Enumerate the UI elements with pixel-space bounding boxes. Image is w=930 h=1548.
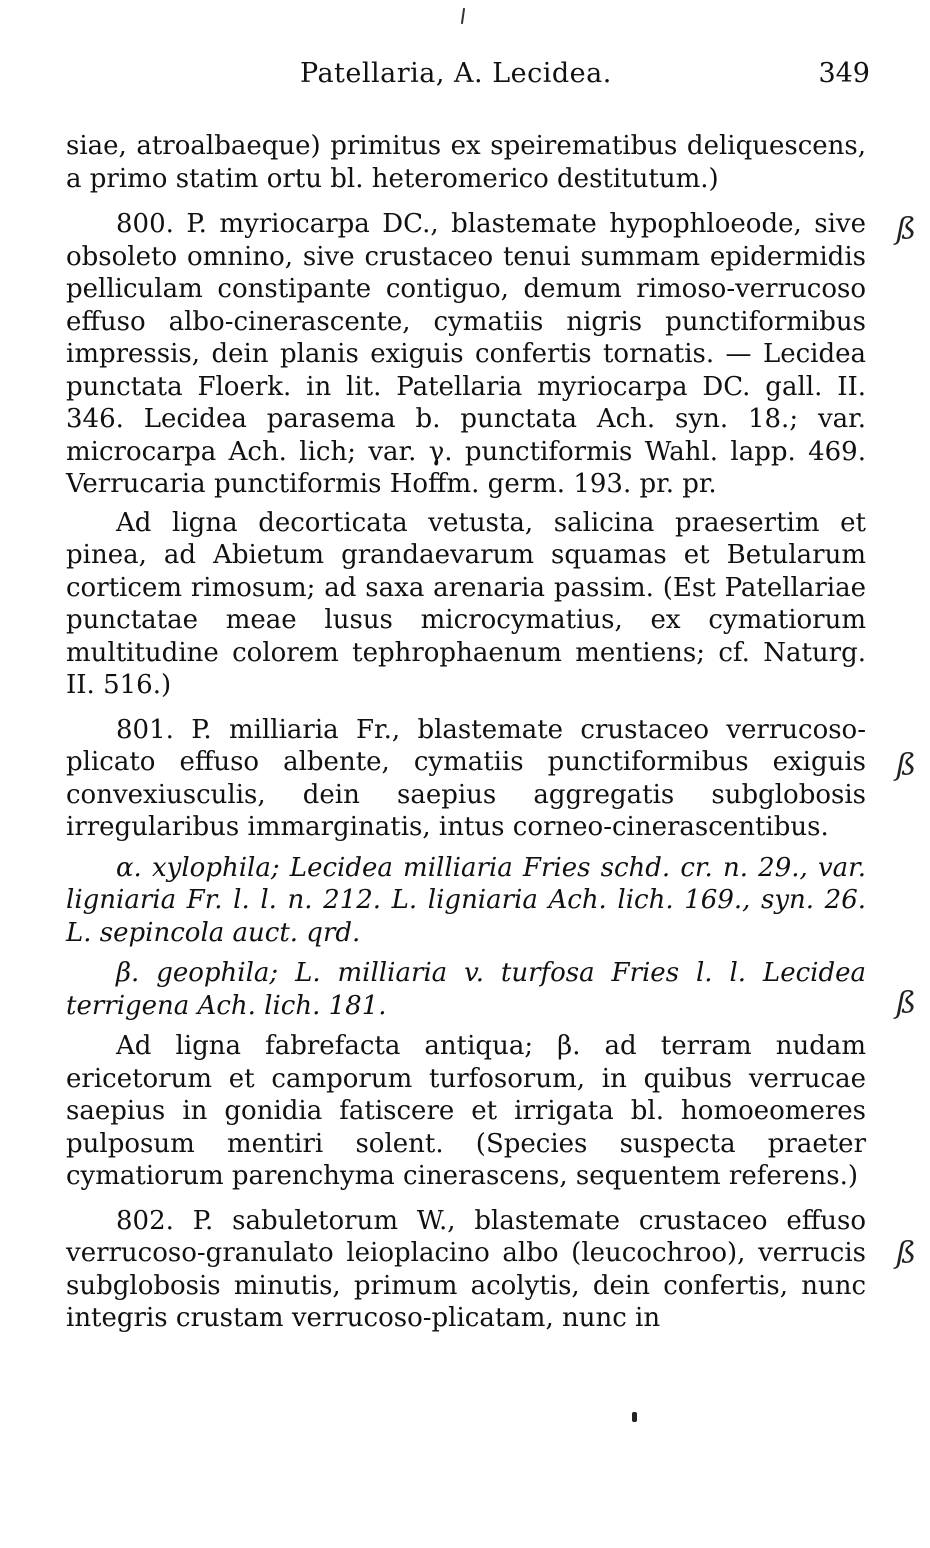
margin-note-3: ß xyxy=(896,986,917,1021)
entry-800: 800. P. myriocarpa DC., blastemate hypophloeode, sive obsoleto omnino, sive crustaceo tenui summam epidermidis pelliculam constipante contiguo, demum rimoso-verrucoso effuso albo-cinerascente, cymatiis nigris punctiformibus impressis, dein planis exiguis confertis tornatis. — Lecidea punctata Floerk. in lit. Patellaria myriocarpa DC. gall. II. 346. Lecidea parasema b. punctata Ach. syn. 18.; var. microcarpa Ach. lich; var. γ. punctiformis Wahl. lapp. 469. Verrucaria punctiformis Hoffm. germ. 193. pr. pr. xyxy=(66,209,866,499)
ink-speck xyxy=(632,1412,637,1422)
margin-note-2: ß xyxy=(896,748,917,783)
variety-alpha: α. xylophila; Lecidea milliaria Fries schd. cr. n. 29., var. ligniaria Fr. l. l. n. 212. L. ligniaria Ach. lich. 169., syn. 26. L. sepincola auct. qrd. xyxy=(66,852,866,948)
margin-note-1: ß xyxy=(896,212,917,247)
running-header xyxy=(300,58,870,98)
habitat-801: Ad ligna fabrefacta antiqua; β. ad terram nudam ericetorum et camporum turfosorum, in quibus verrucae saepius in gonidia fatiscere et irrigata bl. homoeomeres pulposum mentiri solent. (Species suspecta praeter cymatiorum parenchyma cinerascens, sequentem referens.) xyxy=(66,1031,866,1191)
entry-801: 801. P. milliaria Fr., blastemate crustaceo verrucoso-plicato effuso albente, cymatiis punctiformibus exiguis convexiusculis, dein saepius aggregatis subglobosis irregularibus immarginatis, intus corneo-cinerascentibus. xyxy=(66,714,866,842)
variety-beta: β. geophila; L. milliaria v. turfosa Fries l. l. Lecidea terrigena Ach. lich. 181. xyxy=(66,958,866,1021)
habitat-800: Ad ligna decorticata vetusta, salicina praesertim et pinea, ad Abietum grandaevarum squamas et Betularum corticem rimosum; ad saxa arenaria passim. (Est Patellariae punctatae meae lusus microcymatius, ex cymatiorum multitudine colorem tephrophaenum mentiens; cf. Naturg. II. 516.) xyxy=(66,507,866,700)
margin-note-4: ß xyxy=(896,1236,917,1271)
entry-802: 802. P. sabuletorum W., blastemate crustaceo effuso verrucoso-granulato leioplacino albo (leucochroo), verrucis subglobosis minutis, primum acolytis, dein confertis, nunc integris crustam verrucoso-plicatam, nunc in xyxy=(66,1205,866,1333)
page-number: 349 xyxy=(818,58,870,89)
stray-mark xyxy=(461,8,465,24)
text-body xyxy=(66,130,866,1335)
header-title: Patellaria, A. Lecidea. xyxy=(300,58,612,89)
paragraph-1: siae, atroalbaeque) primitus ex speirematibus deliquescens, a primo statim ortu bl. heteromerico destitutum.) xyxy=(66,131,866,194)
